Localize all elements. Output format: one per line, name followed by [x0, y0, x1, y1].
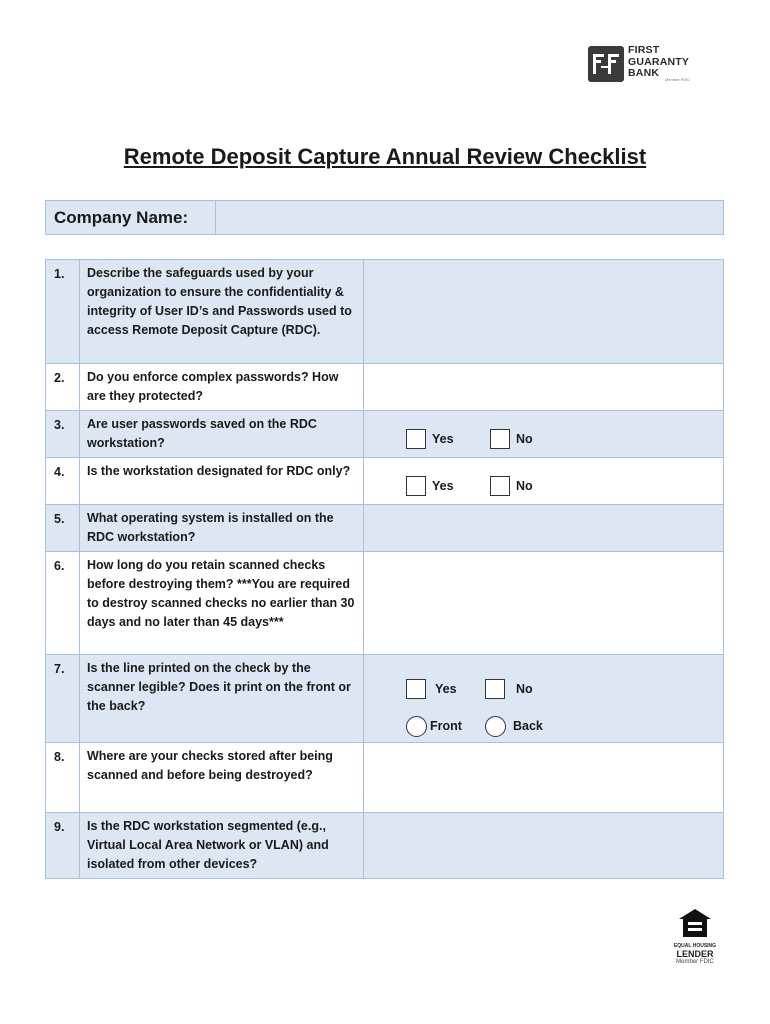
answer-field-9[interactable] [364, 813, 724, 879]
answer-options-4 [364, 458, 724, 505]
no-label: No [516, 478, 533, 493]
yes-label: Yes [432, 431, 454, 446]
yes-checkbox[interactable] [406, 679, 457, 699]
ehl-member-fdic: Member FDIC [676, 959, 714, 965]
no-checkbox[interactable] [490, 429, 533, 449]
answer-field-6[interactable] [364, 552, 724, 655]
checklist-table [45, 259, 724, 879]
back-radio[interactable] [485, 716, 543, 737]
question-number: 9. [46, 813, 80, 879]
front-label: Front [430, 719, 462, 733]
ehl-line2: LENDER [676, 949, 714, 959]
question-text: Do you enforce complex passwords? How are they protected? [80, 364, 364, 411]
no-label: No [516, 681, 533, 696]
bank-logo-mark-icon [588, 46, 624, 82]
question-row-7 [46, 655, 724, 743]
question-row-4 [46, 458, 724, 505]
question-row-5 [46, 505, 724, 552]
question-number: 2. [46, 364, 80, 411]
yes-checkbox[interactable] [406, 476, 454, 496]
question-number: 4. [46, 458, 80, 505]
checkbox-icon[interactable] [406, 679, 426, 699]
question-text: Is the RDC workstation segmented (e.g., Virtual Local Area Network or VLAN) and isolated from other devices? [80, 813, 364, 879]
page-title: Remote Deposit Capture Annual Review Checklist [123, 144, 647, 169]
question-number: 1. [46, 260, 80, 364]
checkbox-icon[interactable] [490, 476, 510, 496]
yes-checkbox[interactable] [406, 429, 454, 449]
answer-field-5[interactable] [364, 505, 724, 552]
question-text: Are user passwords saved on the RDC workstation? [80, 411, 364, 458]
answer-field-2[interactable] [364, 364, 724, 411]
question-text: Is the workstation designated for RDC only? [80, 458, 364, 505]
question-row-6 [46, 552, 724, 655]
company-name-row [45, 200, 724, 235]
answer-options-7 [364, 655, 724, 743]
yes-label: Yes [432, 478, 454, 493]
ehl-line1: EQUAL HOUSING [673, 943, 717, 949]
logo-line-first: FIRST [628, 44, 660, 56]
checkbox-icon[interactable] [406, 429, 426, 449]
checkbox-icon[interactable] [485, 679, 505, 699]
question-row-2 [46, 364, 724, 411]
logo-line-bank: BANK [628, 67, 660, 79]
question-text: Where are your checks stored after being scanned and before being destroyed? [80, 743, 364, 813]
no-checkbox[interactable] [490, 476, 533, 496]
question-text: How long do you retain scanned checks before destroying them? ***You are required to destroy scanned checks no earlier than 30 days and no later than 45 days*** [80, 552, 364, 655]
question-text: What operating system is installed on the RDC workstation? [80, 505, 364, 552]
no-checkbox[interactable] [485, 679, 533, 699]
question-text: Is the line printed on the check by the scanner legible? Does it print on the front or the back? [80, 655, 364, 743]
company-name-field[interactable] [216, 201, 723, 234]
question-row-9 [46, 813, 724, 879]
answer-options-3 [364, 411, 724, 458]
checkbox-icon[interactable] [406, 476, 426, 496]
question-number: 8. [46, 743, 80, 813]
equal-housing-icon [678, 908, 712, 938]
question-row-8 [46, 743, 724, 813]
answer-field-1[interactable] [364, 260, 724, 364]
no-label: No [516, 431, 533, 446]
radio-icon[interactable] [485, 716, 506, 737]
radio-icon[interactable] [406, 716, 427, 737]
company-name-label: Company Name: [46, 201, 216, 234]
question-text: Describe the safeguards used by your organization to ensure the confidentiality & integrity of User ID’s and Passwords used to access Remote Deposit Capture (RDC). [80, 260, 364, 364]
logo-line-guaranty: GUARANTY [628, 55, 690, 68]
yes-label: Yes [435, 681, 457, 696]
front-radio[interactable] [406, 716, 462, 737]
question-number: 5. [46, 505, 80, 552]
question-number: 3. [46, 411, 80, 458]
question-number: 6. [46, 552, 80, 655]
bank-logo-text [628, 45, 689, 80]
bank-logo [588, 44, 698, 86]
question-row-3 [46, 411, 724, 458]
back-label: Back [513, 719, 543, 733]
logo-member-fdic: Member FDIC [665, 77, 691, 82]
question-row-1 [46, 260, 724, 364]
equal-housing-lender-logo [672, 908, 718, 966]
answer-field-8[interactable] [364, 743, 724, 813]
question-number: 7. [46, 655, 80, 743]
checkbox-icon[interactable] [490, 429, 510, 449]
